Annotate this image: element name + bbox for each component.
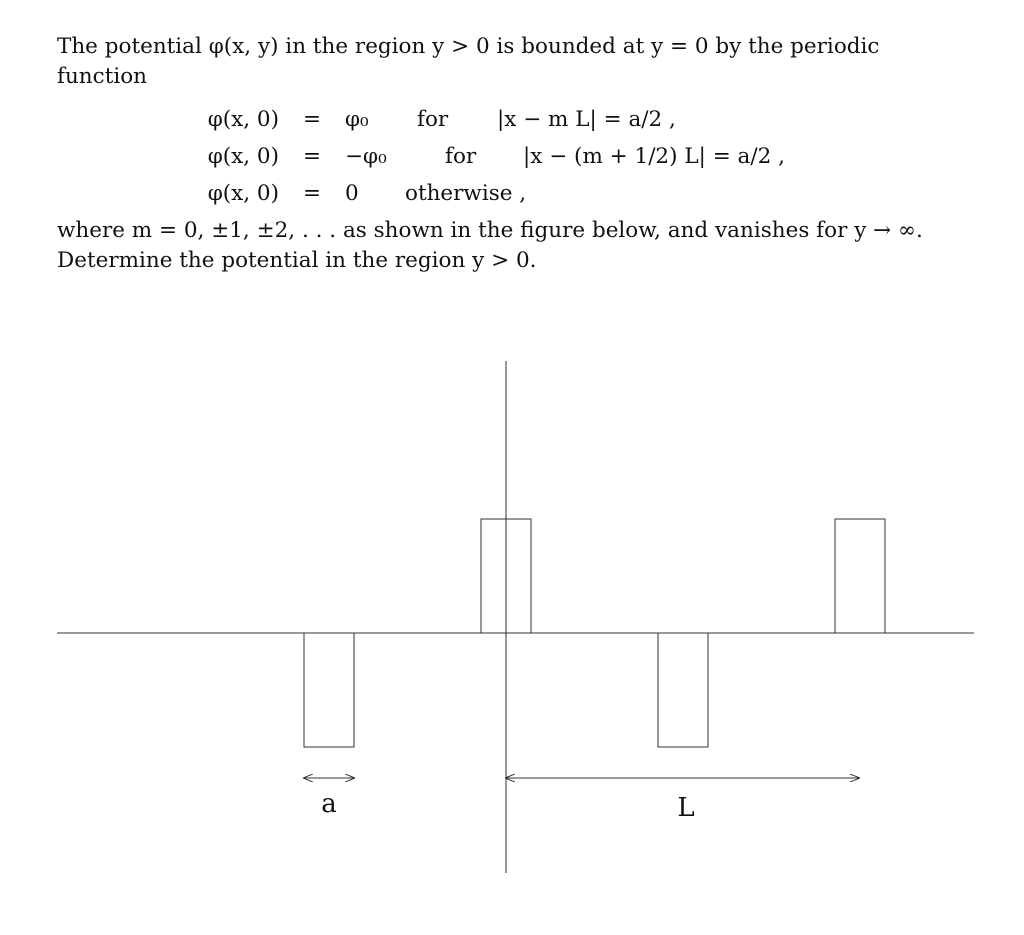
equation-value: 0 bbox=[345, 181, 359, 206]
label-a: a bbox=[321, 789, 337, 819]
outro-line-2: Determine the potential in the region y > 0. bbox=[57, 248, 537, 273]
equation-lhs: φ(x, 0) bbox=[207, 144, 279, 169]
outro-line-1: where m = 0, ±1, ±2, . . . as shown in the figure below, and vanishes for y → ∞. bbox=[57, 218, 923, 243]
intro-line-2: function bbox=[57, 64, 147, 89]
equation-lhs: φ(x, 0) bbox=[207, 181, 279, 206]
equals-sign: = bbox=[302, 181, 321, 206]
equation-for: for bbox=[417, 107, 449, 132]
equals-sign: = bbox=[302, 144, 321, 169]
intro-line-1: The potential φ(x, y) in the region y > 0 is bounded at y = 0 by the periodic bbox=[57, 34, 880, 59]
equation-value: −φ₀ bbox=[345, 144, 387, 169]
equation-value: φ₀ bbox=[345, 107, 369, 132]
equation-for: for bbox=[445, 144, 477, 169]
label-L: L bbox=[677, 793, 695, 823]
positive-pulse-right bbox=[835, 519, 885, 633]
equation-condition: |x − m L| = a/2 , bbox=[497, 107, 676, 132]
equation-condition: |x − (m + 1/2) L| = a/2 , bbox=[523, 144, 785, 169]
equation-lhs: φ(x, 0) bbox=[207, 107, 279, 132]
equation-otherwise: otherwise , bbox=[405, 181, 527, 206]
negative-pulse-left bbox=[304, 633, 354, 747]
equals-sign: = bbox=[302, 107, 321, 132]
negative-pulse-right bbox=[658, 633, 708, 747]
